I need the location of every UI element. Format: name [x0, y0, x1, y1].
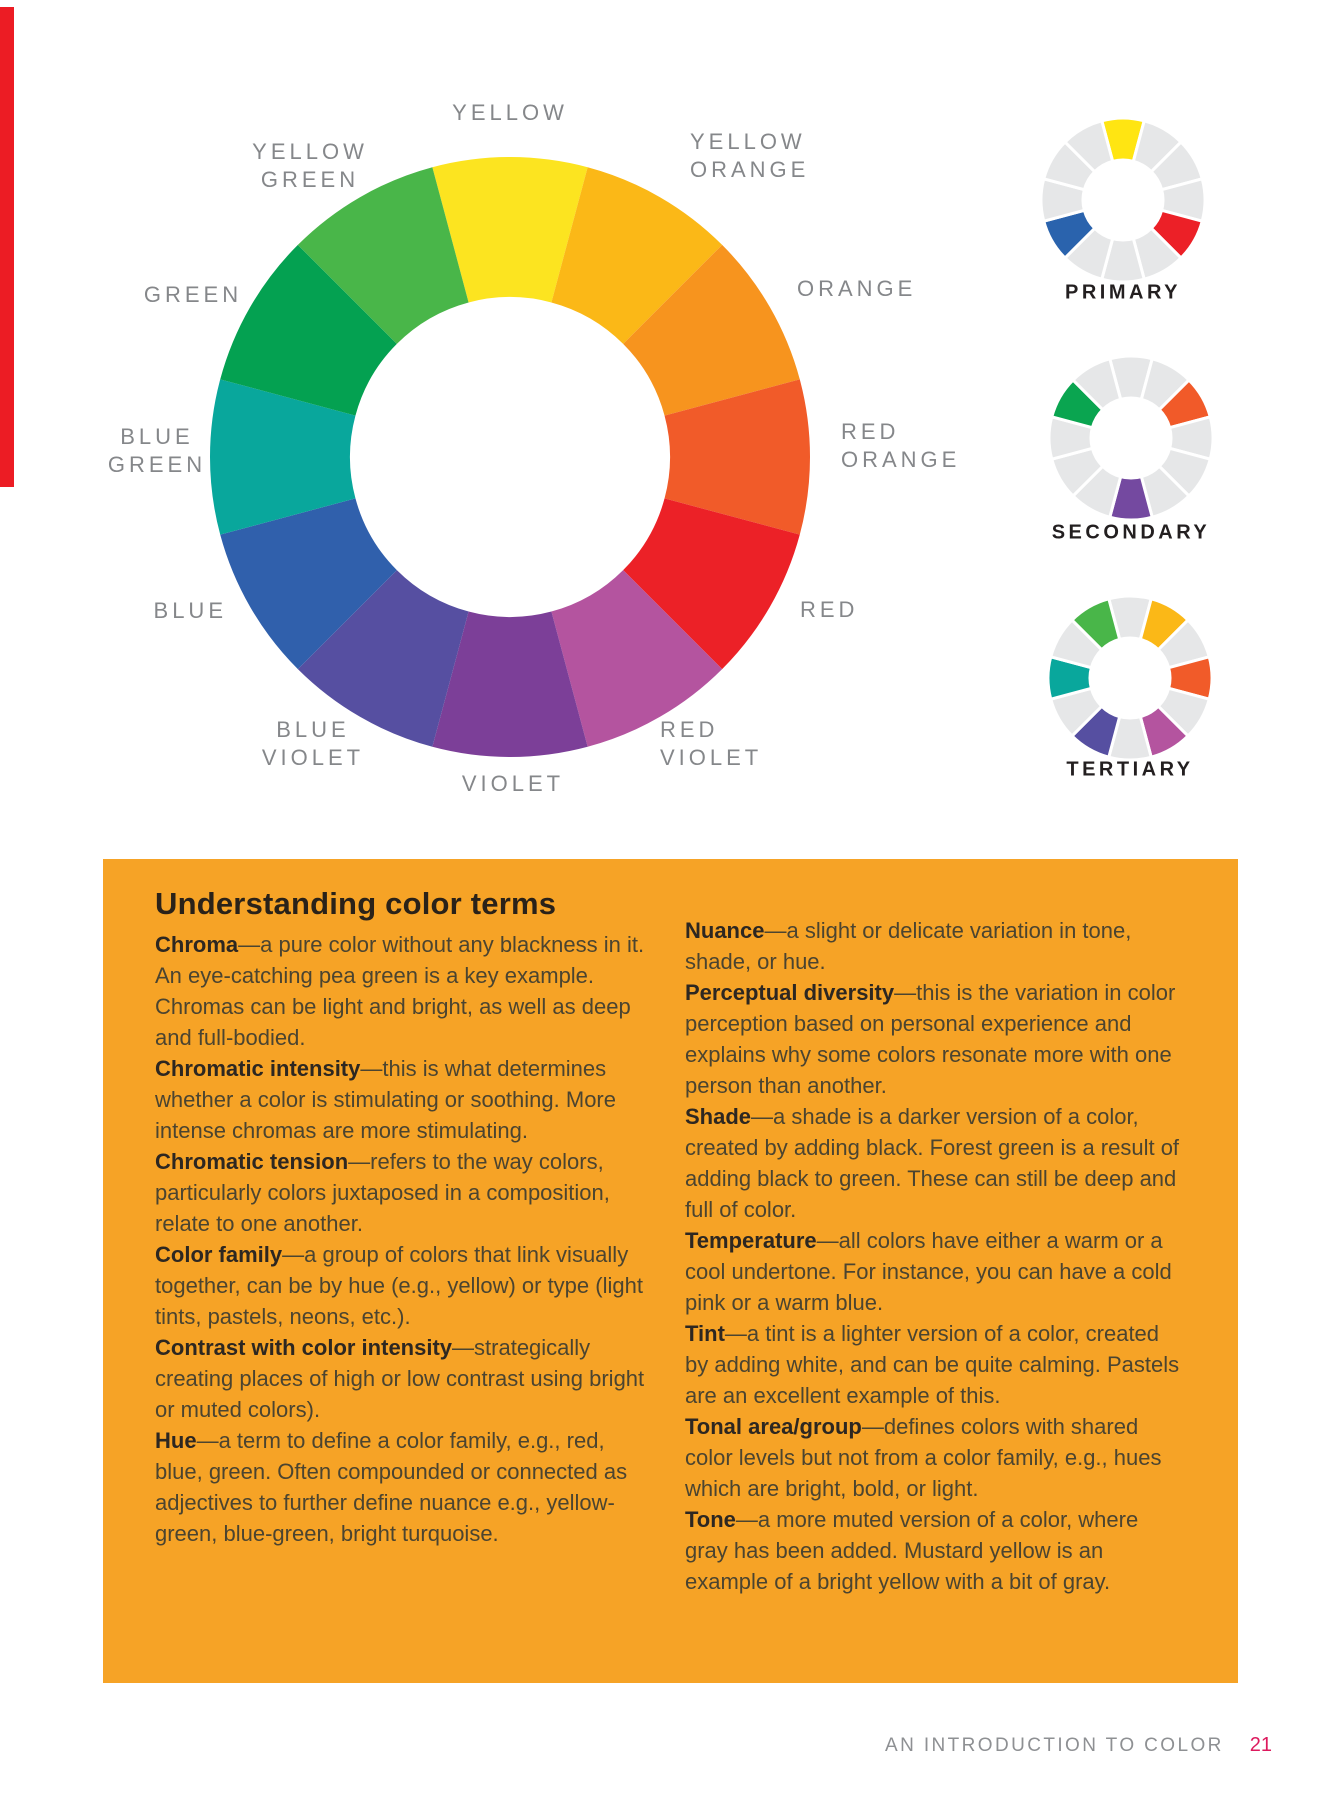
glossary-entry-chromatic-tension: [155, 1146, 655, 1239]
glossary-term: Tint: [685, 1321, 725, 1346]
glossary-entry-nuance: [685, 915, 1185, 977]
wheel-label-violet: VIOLET: [461, 771, 565, 796]
glossary-column-right: [685, 915, 1185, 1597]
glossary-definition: —a term to define a color family, e.g., red, blue, green. Often compounded or connected as adjectives to further define nuance e.g., yellow-green, blue-green, bright turquoise.: [155, 1428, 628, 1546]
tertiary-colors-wheel: [1043, 591, 1217, 765]
wheel-label-orange: ORANGE: [797, 276, 917, 301]
wheel-label-yellow: YELLOW: [452, 100, 568, 125]
wheel-label-blue-violet: BLUE VIOLET: [261, 717, 365, 770]
secondary-wheel-label: SECONDARY: [1051, 521, 1211, 544]
page-footer: [885, 1734, 1272, 1757]
glossary-entry-hue: [155, 1425, 655, 1549]
secondary-colors-wheel: [1044, 351, 1218, 525]
glossary-definition: —a tint is a lighter version of a color, created by adding white, and can be quite calming. Pastels are an excellent example of this.: [685, 1321, 1180, 1408]
glossary-entry-temperature: [685, 1225, 1185, 1318]
glossary-entry-color-family: [155, 1239, 655, 1332]
glossary-entry-contrast-with-color-intensity: [155, 1332, 655, 1425]
wheel-label-red: RED: [800, 597, 859, 622]
glossary-term: Contrast with color intensity: [155, 1335, 453, 1360]
glossary-definition: —this is the variation in color perception based on personal experience and explains why some colors resonate more with one person than another.: [685, 980, 1176, 1098]
glossary-title: Understanding color terms: [155, 886, 557, 921]
tertiary-wheel-label: TERTIARY: [1066, 758, 1194, 781]
glossary-entry-chromatic-intensity: [155, 1053, 655, 1146]
glossary-definition: —a more muted version of a color, where gray has been added. Mustard yellow is an example of a bright yellow with a bit of gray.: [685, 1507, 1139, 1594]
wheel-label-green: GREEN: [143, 282, 243, 307]
primary-wheel-label: PRIMARY: [1065, 281, 1181, 304]
wheel-label-red-orange: RED ORANGE: [841, 419, 961, 472]
glossary-entry-tone: [685, 1504, 1185, 1597]
glossary-definition: —refers to the way colors, particularly colors juxtaposed in a composition, relate to one another.: [155, 1149, 610, 1236]
glossary-definition: —all colors have either a warm or a cool undertone. For instance, you can have a cold pink or a warm blue.: [685, 1228, 1172, 1315]
glossary-term: Shade: [685, 1104, 752, 1129]
glossary-definition: —a pure color without any blackness in it. An eye-catching pea green is a key example. Chromas can be light and bright, as well as deep and full-bodied.: [155, 932, 645, 1050]
glossary-term: Perceptual diversity: [685, 980, 895, 1005]
primary-colors-wheel: [1036, 113, 1210, 287]
glossary-term: Nuance: [685, 918, 765, 943]
glossary-term: Hue: [155, 1428, 197, 1453]
glossary-term: Chromatic tension: [155, 1149, 349, 1174]
wheel-label-yellow-orange: YELLOW ORANGE: [690, 129, 810, 182]
glossary-term: Chroma: [155, 932, 239, 957]
glossary-column-left: [155, 929, 655, 1549]
page-number: 21: [1249, 1734, 1272, 1756]
glossary-entry-tonal-area-group: [685, 1411, 1185, 1504]
chapter-title: AN INTRODUCTION TO COLOR: [885, 1735, 1224, 1756]
glossary-definition: —defines colors with shared color levels but not from a color family, e.g., hues which are bright, bold, or light.: [685, 1414, 1162, 1501]
glossary-panel: [103, 859, 1238, 1683]
wheel-label-blue-green: BLUE GREEN: [107, 424, 207, 477]
glossary-definition: —a shade is a darker version of a color, created by adding black. Forest green is a result of adding black to green. These can still be deep and full of color.: [685, 1104, 1180, 1222]
glossary-entry-chroma: [155, 929, 655, 1053]
glossary-term: Chromatic intensity: [155, 1056, 361, 1081]
wheel-label-blue: BLUE: [153, 598, 227, 623]
wheel-label-yellow-green: YELLOW GREEN: [252, 139, 368, 192]
glossary-definition: —strategically creating places of high or low contrast using bright or muted colors).: [155, 1335, 645, 1422]
glossary-entry-tint: [685, 1318, 1185, 1411]
glossary-entry-perceptual-diversity: [685, 977, 1185, 1101]
glossary-term: Tonal area/group: [685, 1414, 862, 1439]
glossary-definition: —a slight or delicate variation in tone, shade, or hue.: [685, 918, 1132, 974]
color-wheel: [200, 147, 820, 767]
glossary-term: Temperature: [685, 1228, 817, 1253]
glossary-term: Color family: [155, 1242, 283, 1267]
glossary-term: Tone: [685, 1507, 736, 1532]
chapter-edge-tab-rect: [0, 7, 14, 487]
glossary-definition: —a group of colors that link visually together, can be by hue (e.g., yellow) or type (light tints, pastels, neons, etc.).: [155, 1242, 643, 1329]
wheel-label-red-violet: RED VIOLET: [660, 717, 763, 770]
glossary-entry-shade: [685, 1101, 1185, 1225]
glossary-definition: —this is what determines whether a color is stimulating or soothing. More intense chromas are more stimulating.: [155, 1056, 616, 1143]
chapter-edge-tab: [0, 7, 14, 487]
